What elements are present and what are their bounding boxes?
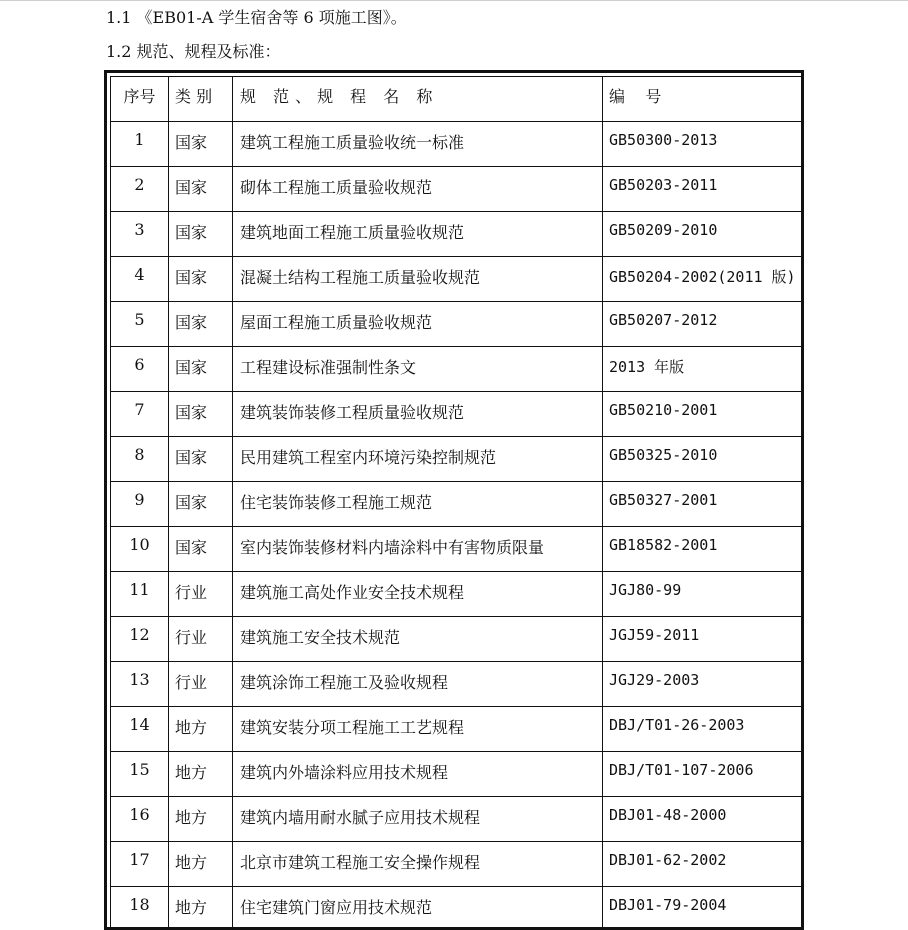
cell-name: 建筑安装分项工程施工工艺规程 [233, 707, 603, 752]
cell-category: 国家 [169, 167, 233, 212]
cell-name: 住宅建筑门窗应用技术规范 [233, 887, 603, 930]
cell-code: DBJ01-48-2000 [603, 797, 805, 842]
cell-name: 工程建设标准强制性条文 [233, 347, 603, 392]
cell-category: 国家 [169, 302, 233, 347]
cell-category: 国家 [169, 212, 233, 257]
cell-no: 1 [111, 122, 169, 167]
cell-name: 建筑装饰装修工程质量验收规范 [233, 392, 603, 437]
table-row [111, 167, 805, 212]
table-row [111, 392, 805, 437]
cell-no: 2 [111, 167, 169, 212]
cell-code: DBJ01-62-2002 [603, 842, 805, 887]
cell-name: 建筑工程施工质量验收统一标准 [233, 122, 603, 167]
cell-category: 国家 [169, 347, 233, 392]
section-heading-1-1: 1.1 《EB01-A 学生宿舍等 6 项施工图》。 [106, 8, 407, 28]
cell-code: GB50209-2010 [603, 212, 805, 257]
section-heading-1-2: 1.2 规范、规程及标准： [106, 42, 281, 62]
cell-code: GB50207-2012 [603, 302, 805, 347]
cell-name: 建筑内外墙涂料应用技术规程 [233, 752, 603, 797]
cell-name: 混凝土结构工程施工质量验收规范 [233, 257, 603, 302]
cell-no: 18 [111, 887, 169, 930]
cell-no: 10 [111, 527, 169, 572]
cell-name: 屋面工程施工质量验收规范 [233, 302, 603, 347]
cell-code: DBJ/T01-107-2006 [603, 752, 805, 797]
cell-category: 国家 [169, 482, 233, 527]
cell-no: 9 [111, 482, 169, 527]
cell-category: 行业 [169, 572, 233, 617]
table-row [111, 887, 805, 930]
cell-no: 14 [111, 707, 169, 752]
cell-category: 地方 [169, 797, 233, 842]
table-row [111, 482, 805, 527]
cell-category: 行业 [169, 617, 233, 662]
cell-code: GB18582-2001 [603, 527, 805, 572]
cell-code: DBJ01-79-2004 [603, 887, 805, 930]
cell-code: 2013 年版 [603, 347, 805, 392]
cell-category: 国家 [169, 527, 233, 572]
cell-no: 7 [111, 392, 169, 437]
cell-name: 北京市建筑工程施工安全操作规程 [233, 842, 603, 887]
cell-no: 17 [111, 842, 169, 887]
table-row [111, 842, 805, 887]
header-code: 编 号 [603, 77, 805, 122]
table-row [111, 707, 805, 752]
cell-category: 行业 [169, 662, 233, 707]
cell-category: 地方 [169, 842, 233, 887]
cell-no: 15 [111, 752, 169, 797]
cell-code: GB50325-2010 [603, 437, 805, 482]
cell-no: 8 [111, 437, 169, 482]
standards-table [110, 76, 804, 930]
cell-name: 室内装饰装修材料内墙涂料中有害物质限量 [233, 527, 603, 572]
table-row [111, 212, 805, 257]
table-row [111, 662, 805, 707]
cell-no: 5 [111, 302, 169, 347]
table-row [111, 752, 805, 797]
table-row [111, 347, 805, 392]
cell-name: 住宅装饰装修工程施工规范 [233, 482, 603, 527]
cell-name: 砌体工程施工质量验收规范 [233, 167, 603, 212]
cell-code: GB50203-2011 [603, 167, 805, 212]
cell-no: 3 [111, 212, 169, 257]
cell-no: 13 [111, 662, 169, 707]
cell-code: JGJ59-2011 [603, 617, 805, 662]
cell-category: 国家 [169, 392, 233, 437]
cell-no: 12 [111, 617, 169, 662]
cell-category: 地方 [169, 752, 233, 797]
cell-name: 建筑内墙用耐水腻子应用技术规程 [233, 797, 603, 842]
standards-table-frame [104, 70, 804, 930]
table-row [111, 437, 805, 482]
header-name: 规 范、规 程 名 称 [233, 77, 603, 122]
cell-name: 民用建筑工程室内环境污染控制规范 [233, 437, 603, 482]
cell-code: GB50300-2013 [603, 122, 805, 167]
header-category: 类 别 [169, 77, 233, 122]
table-row [111, 257, 805, 302]
cell-name: 建筑涂饰工程施工及验收规程 [233, 662, 603, 707]
table-row [111, 527, 805, 572]
cell-code: GB50327-2001 [603, 482, 805, 527]
cell-category: 国家 [169, 257, 233, 302]
cell-category: 地方 [169, 887, 233, 930]
cell-no: 6 [111, 347, 169, 392]
cell-name: 建筑施工高处作业安全技术规程 [233, 572, 603, 617]
cell-code: GB50210-2001 [603, 392, 805, 437]
table-row [111, 572, 805, 617]
cell-category: 地方 [169, 707, 233, 752]
cell-code: GB50204-2002(2011 版) [603, 257, 805, 302]
cell-code: JGJ29-2003 [603, 662, 805, 707]
table-header-row [111, 77, 805, 122]
table-row [111, 797, 805, 842]
cell-category: 国家 [169, 437, 233, 482]
table-row [111, 122, 805, 167]
cell-name: 建筑地面工程施工质量验收规范 [233, 212, 603, 257]
header-no: 序号 [111, 77, 169, 122]
cell-no: 4 [111, 257, 169, 302]
cell-code: JGJ80-99 [603, 572, 805, 617]
cell-code: DBJ/T01-26-2003 [603, 707, 805, 752]
table-row [111, 302, 805, 347]
cell-category: 国家 [169, 122, 233, 167]
cell-name: 建筑施工安全技术规范 [233, 617, 603, 662]
table-row [111, 617, 805, 662]
top-rule [0, 0, 908, 1]
cell-no: 11 [111, 572, 169, 617]
cell-no: 16 [111, 797, 169, 842]
